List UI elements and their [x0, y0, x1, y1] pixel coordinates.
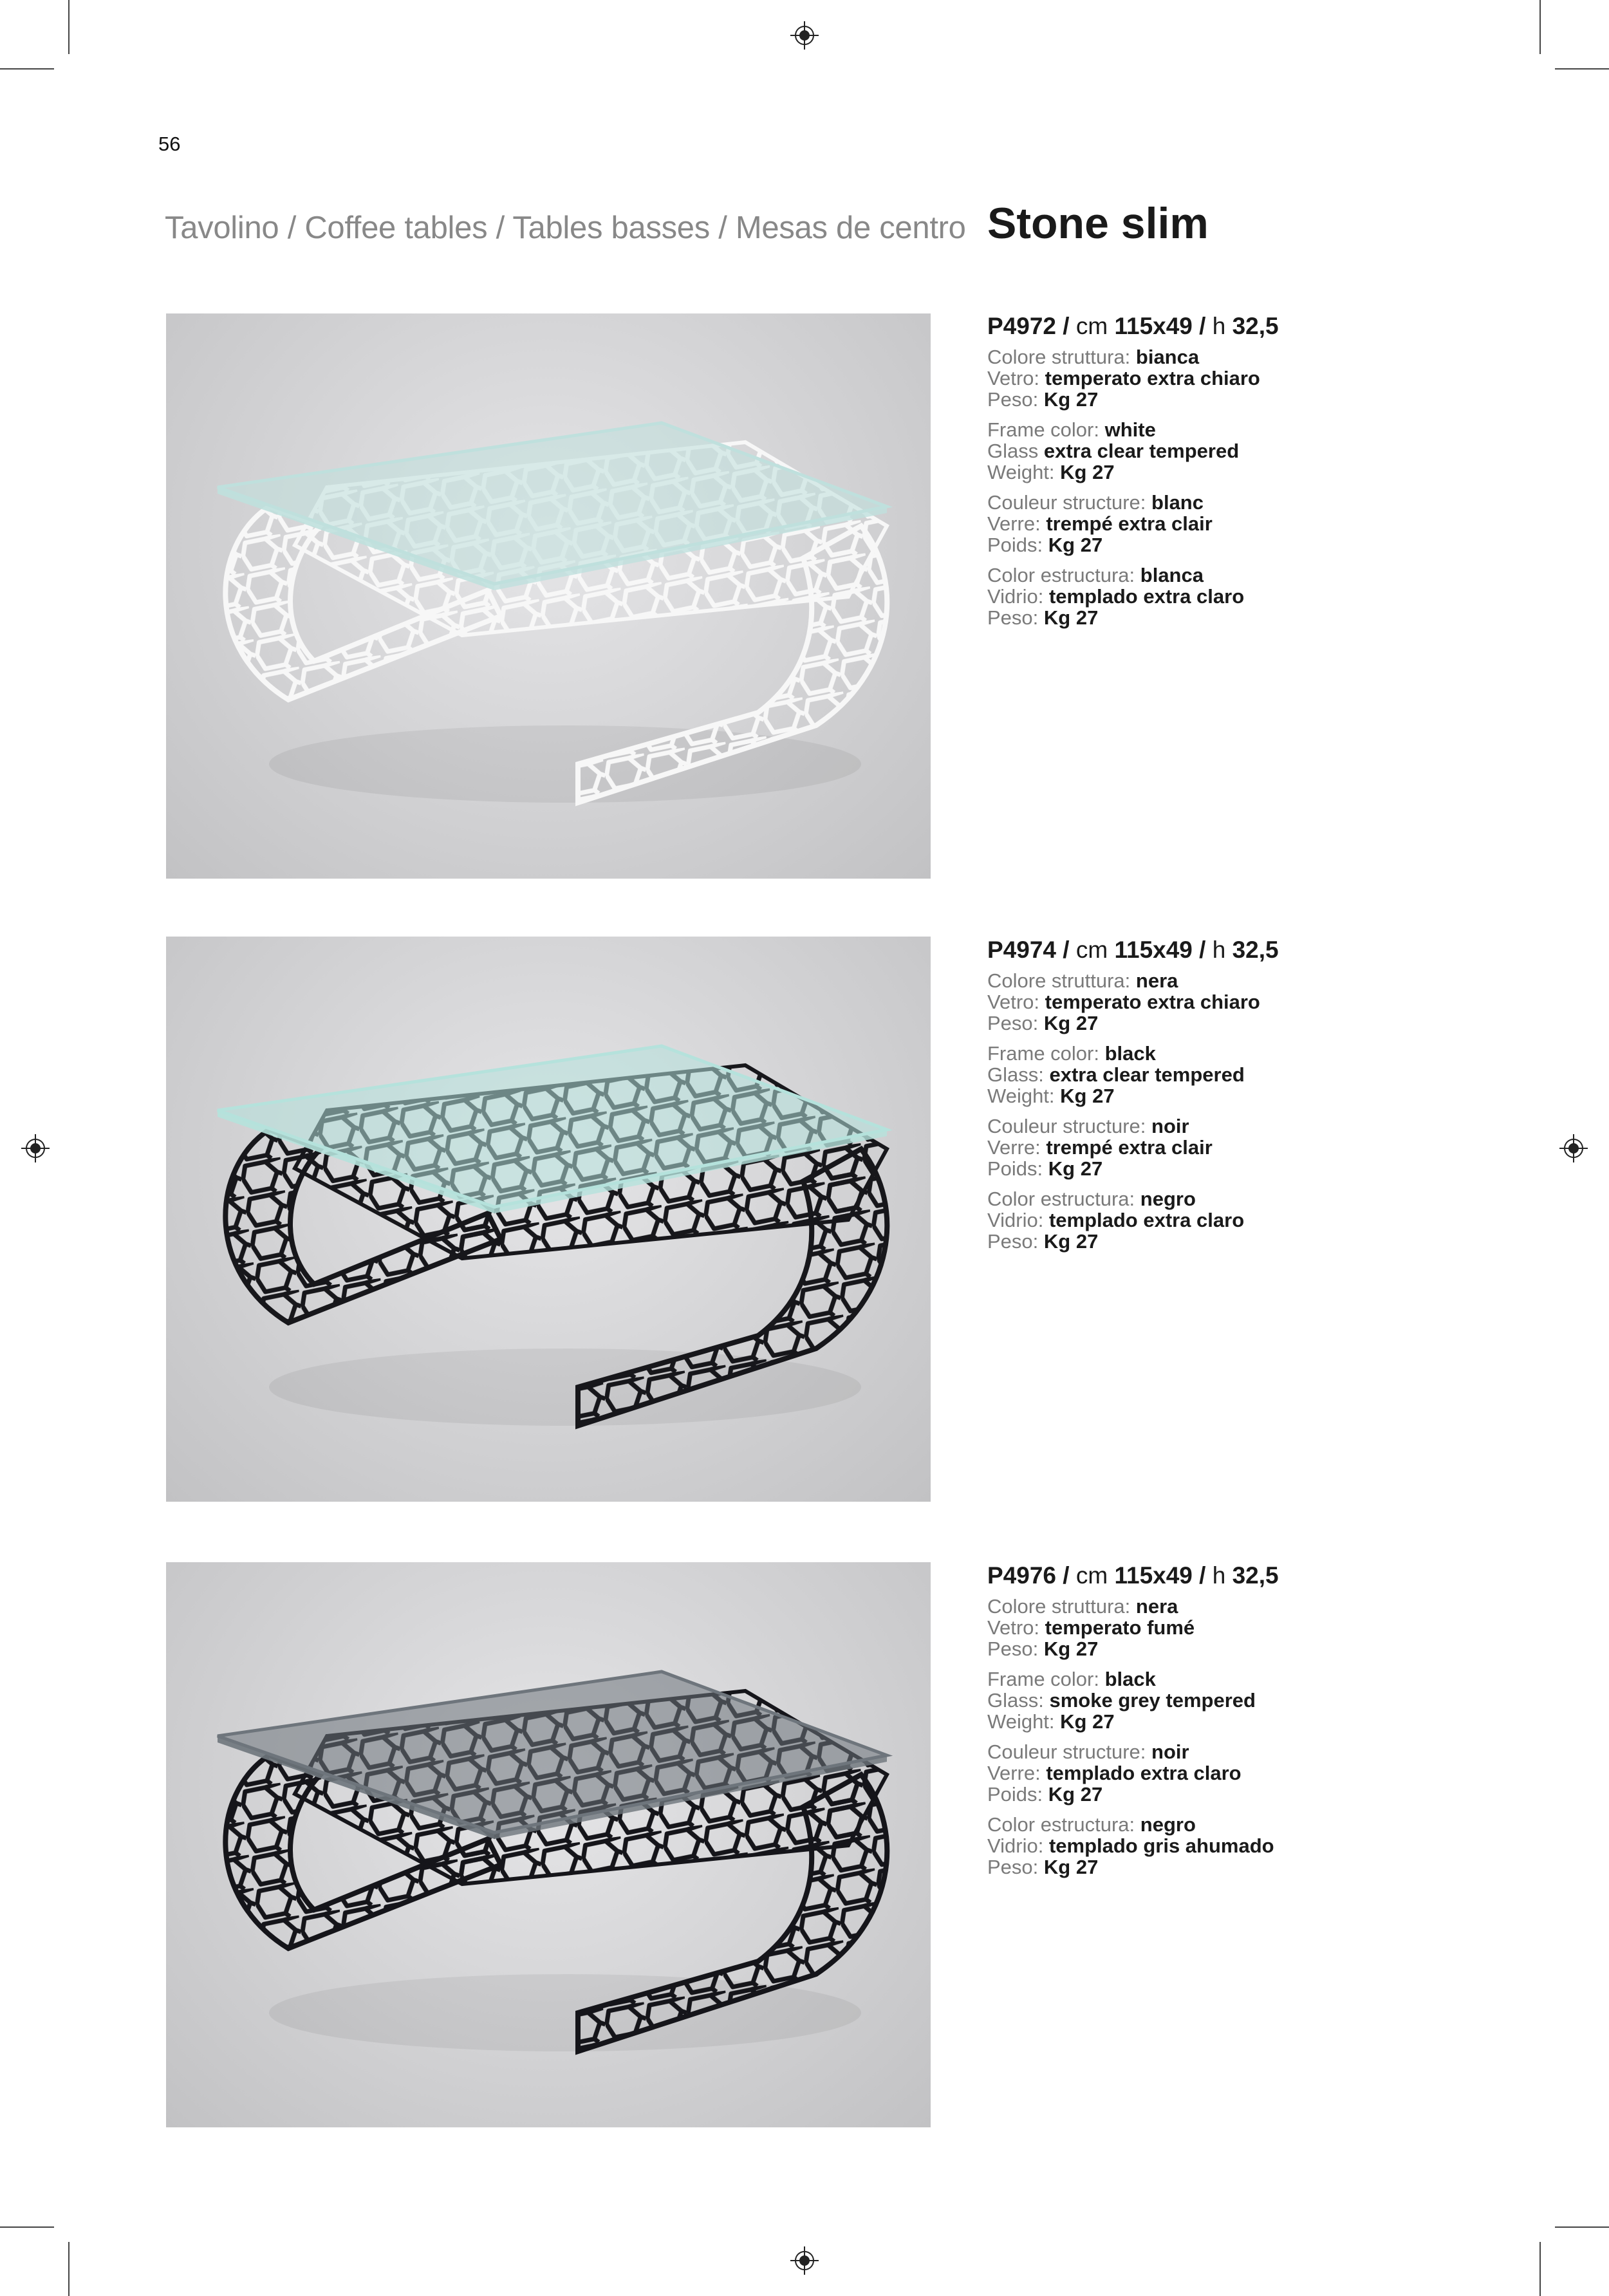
- spec-value: Kg 27: [1043, 606, 1099, 629]
- spec-groups: [987, 1596, 1438, 1878]
- spec-label: Vidrio:: [987, 585, 1044, 608]
- spec-label: Color estructura:: [987, 1813, 1135, 1836]
- product-photo: [166, 313, 931, 879]
- dimensions: 115x49: [1114, 937, 1193, 963]
- spec-group: [987, 1115, 1438, 1179]
- spec-groups: [987, 346, 1438, 628]
- spec-label: Vetro:: [987, 991, 1039, 1013]
- product-code: P4976: [987, 1562, 1056, 1589]
- spec-line: [987, 346, 1438, 368]
- spec-group: [987, 1814, 1438, 1878]
- spec-value: nera: [1135, 1595, 1178, 1618]
- spec-value: Kg 27: [1043, 1856, 1099, 1878]
- spec-line: [987, 1741, 1438, 1762]
- spec-value: noir: [1151, 1741, 1189, 1763]
- spec-label: Vetro:: [987, 1616, 1039, 1639]
- spec-groups: [987, 970, 1438, 1252]
- spec-label: Couleur structure:: [987, 491, 1146, 514]
- spec-line: [987, 1814, 1438, 1835]
- dims-unit: cm: [1075, 313, 1108, 339]
- crop-mark: [1539, 0, 1541, 54]
- spec-group: [987, 970, 1438, 1034]
- crop-mark: [0, 2226, 54, 2228]
- spec-line: [987, 1188, 1438, 1209]
- spec-value: negro: [1140, 1813, 1196, 1836]
- product-spec: [987, 313, 1438, 637]
- spec-line: [987, 1231, 1438, 1252]
- spec-line: [987, 1762, 1438, 1784]
- coffee-table-illustration: [166, 313, 931, 879]
- dims-unit: cm: [1075, 1562, 1108, 1589]
- spec-label: Peso:: [987, 1856, 1039, 1878]
- spec-line: [987, 1043, 1438, 1064]
- registration-mark-icon: [790, 21, 819, 50]
- spec-line: [987, 1596, 1438, 1617]
- spec-line: [987, 1137, 1438, 1158]
- spec-value: Kg 27: [1043, 1230, 1099, 1253]
- spec-label: Verre:: [987, 512, 1041, 535]
- spec-line: [987, 462, 1438, 483]
- spec-value: blanca: [1140, 564, 1204, 586]
- spec-label: Vidrio:: [987, 1834, 1044, 1857]
- spec-line: [987, 586, 1438, 607]
- spec-value: trempé extra clair: [1046, 1136, 1213, 1159]
- spec-label: Poids:: [987, 1783, 1043, 1806]
- spec-group: [987, 1188, 1438, 1252]
- spec-label: Colore struttura:: [987, 969, 1131, 992]
- category-heading: Tavolino / Coffee tables / Tables basses / Mesas de centro: [165, 210, 966, 245]
- spec-label: Weight:: [987, 1085, 1055, 1107]
- registration-mark-icon: [1559, 1134, 1588, 1162]
- spec-label: Couleur structure:: [987, 1115, 1146, 1137]
- product-photo: [166, 1562, 931, 2127]
- spec-label: Glass:: [987, 1063, 1044, 1086]
- spec-line: [987, 513, 1438, 534]
- spec-value: nera: [1135, 969, 1178, 992]
- crop-mark: [1539, 2242, 1541, 2296]
- spec-value: extra clear tempered: [1043, 440, 1240, 462]
- spec-line: [987, 607, 1438, 628]
- spec-line: [987, 1158, 1438, 1179]
- spec-value: bianca: [1135, 346, 1200, 368]
- spec-value: Kg 27: [1043, 1638, 1099, 1660]
- spec-value: Kg 27: [1048, 534, 1103, 556]
- crop-mark: [68, 2242, 70, 2296]
- spec-value: Kg 27: [1060, 461, 1115, 483]
- spec-value: Kg 27: [1043, 1012, 1099, 1034]
- spec-label: Color estructura:: [987, 564, 1135, 586]
- spec-value: templado extra claro: [1046, 1762, 1242, 1784]
- spec-group: [987, 1668, 1438, 1732]
- dimensions: 115x49: [1114, 313, 1193, 339]
- spec-group: [987, 346, 1438, 410]
- product-title: Stone slim: [987, 199, 1209, 248]
- height-label: h: [1212, 937, 1226, 963]
- spec-label: Frame color:: [987, 1668, 1099, 1690]
- spec-value: black: [1104, 1042, 1156, 1065]
- spec-label: Peso:: [987, 606, 1039, 629]
- spec-label: Peso:: [987, 388, 1039, 411]
- spec-label: Peso:: [987, 1230, 1039, 1253]
- spec-line: [987, 1668, 1438, 1690]
- spec-label: Vidrio:: [987, 1209, 1044, 1231]
- spec-label: Weight:: [987, 1710, 1055, 1733]
- registration-mark-icon: [21, 1134, 50, 1162]
- spec-label: Couleur structure:: [987, 1741, 1146, 1763]
- product-code-line: P4974 / cm 115x49 / h 32,5: [987, 937, 1279, 963]
- coffee-table-illustration: [166, 1562, 931, 2127]
- spec-value: Kg 27: [1060, 1085, 1115, 1107]
- spec-line: [987, 1617, 1438, 1638]
- spec-line: [987, 970, 1438, 991]
- spec-group: [987, 492, 1438, 555]
- spec-value: black: [1104, 1668, 1156, 1690]
- spec-value: temperato fumé: [1045, 1616, 1195, 1639]
- spec-value: trempé extra clair: [1046, 512, 1213, 535]
- spec-line: [987, 389, 1438, 410]
- spec-line: [987, 991, 1438, 1013]
- spec-label: Color estructura:: [987, 1188, 1135, 1210]
- height-value: 32,5: [1232, 937, 1279, 963]
- spec-label: Verre:: [987, 1136, 1041, 1159]
- crop-mark: [0, 68, 54, 70]
- spec-group: [987, 1043, 1438, 1106]
- spec-line: [987, 1209, 1438, 1231]
- spec-label: Poids:: [987, 1157, 1043, 1180]
- spec-label: Glass:: [987, 1689, 1044, 1712]
- crop-mark: [1555, 68, 1609, 70]
- spec-group: [987, 1741, 1438, 1805]
- spec-line: [987, 1690, 1438, 1711]
- spec-label: Peso:: [987, 1638, 1039, 1660]
- spec-line: [987, 534, 1438, 555]
- product-spec: [987, 937, 1438, 1261]
- product-code: P4972: [987, 313, 1056, 339]
- spec-value: smoke grey tempered: [1049, 1689, 1256, 1712]
- spec-value: blanc: [1151, 491, 1204, 514]
- spec-value: white: [1104, 418, 1156, 441]
- spec-value: negro: [1140, 1188, 1196, 1210]
- spec-value: templado gris ahumado: [1048, 1834, 1274, 1857]
- spec-line: [987, 419, 1438, 440]
- dimensions: 115x49: [1114, 1562, 1193, 1589]
- spec-value: Kg 27: [1043, 388, 1099, 411]
- spec-value: Kg 27: [1048, 1783, 1103, 1806]
- spec-label: Weight:: [987, 461, 1055, 483]
- spec-value: extra clear tempered: [1049, 1063, 1245, 1086]
- spec-label: Verre:: [987, 1762, 1041, 1784]
- registration-mark-icon: [790, 2246, 819, 2275]
- spec-value: Kg 27: [1048, 1157, 1103, 1180]
- spec-line: [987, 1013, 1438, 1034]
- spec-line: [987, 1835, 1438, 1856]
- spec-line: [987, 1784, 1438, 1805]
- product-photo: [166, 937, 931, 1502]
- spec-value: templado extra claro: [1048, 1209, 1245, 1231]
- product-code-line: P4972 / cm 115x49 / h 32,5: [987, 313, 1279, 339]
- page-number: 56: [158, 133, 181, 155]
- coffee-table-illustration: [166, 937, 931, 1502]
- spec-line: [987, 1856, 1438, 1878]
- spec-value: temperato extra chiaro: [1045, 367, 1260, 389]
- dims-unit: cm: [1075, 937, 1108, 963]
- spec-line: [987, 565, 1438, 586]
- spec-line: [987, 1085, 1438, 1106]
- spec-group: [987, 565, 1438, 628]
- product-code: P4974: [987, 937, 1056, 963]
- height-label: h: [1212, 313, 1226, 339]
- product-spec: [987, 1562, 1438, 1887]
- spec-label: Glass: [987, 440, 1039, 462]
- spec-group: [987, 1596, 1438, 1659]
- height-value: 32,5: [1232, 1562, 1279, 1589]
- spec-line: [987, 1064, 1438, 1085]
- spec-line: [987, 1115, 1438, 1137]
- spec-label: Frame color:: [987, 418, 1099, 441]
- spec-line: [987, 1711, 1438, 1732]
- spec-line: [987, 492, 1438, 513]
- height-label: h: [1212, 1562, 1226, 1589]
- crop-mark: [68, 0, 70, 54]
- spec-value: temperato extra chiaro: [1045, 991, 1260, 1013]
- spec-label: Peso:: [987, 1012, 1039, 1034]
- spec-line: [987, 440, 1438, 462]
- product-code-line: P4976 / cm 115x49 / h 32,5: [987, 1562, 1279, 1589]
- spec-label: Colore struttura:: [987, 1595, 1131, 1618]
- spec-value: Kg 27: [1060, 1710, 1115, 1733]
- spec-label: Poids:: [987, 534, 1043, 556]
- spec-value: templado extra claro: [1048, 585, 1245, 608]
- spec-label: Vetro:: [987, 367, 1039, 389]
- crop-mark: [1555, 2226, 1609, 2228]
- spec-label: Colore struttura:: [987, 346, 1131, 368]
- height-value: 32,5: [1232, 313, 1279, 339]
- spec-label: Frame color:: [987, 1042, 1099, 1065]
- spec-value: noir: [1151, 1115, 1189, 1137]
- spec-line: [987, 1638, 1438, 1659]
- spec-group: [987, 419, 1438, 483]
- spec-line: [987, 368, 1438, 389]
